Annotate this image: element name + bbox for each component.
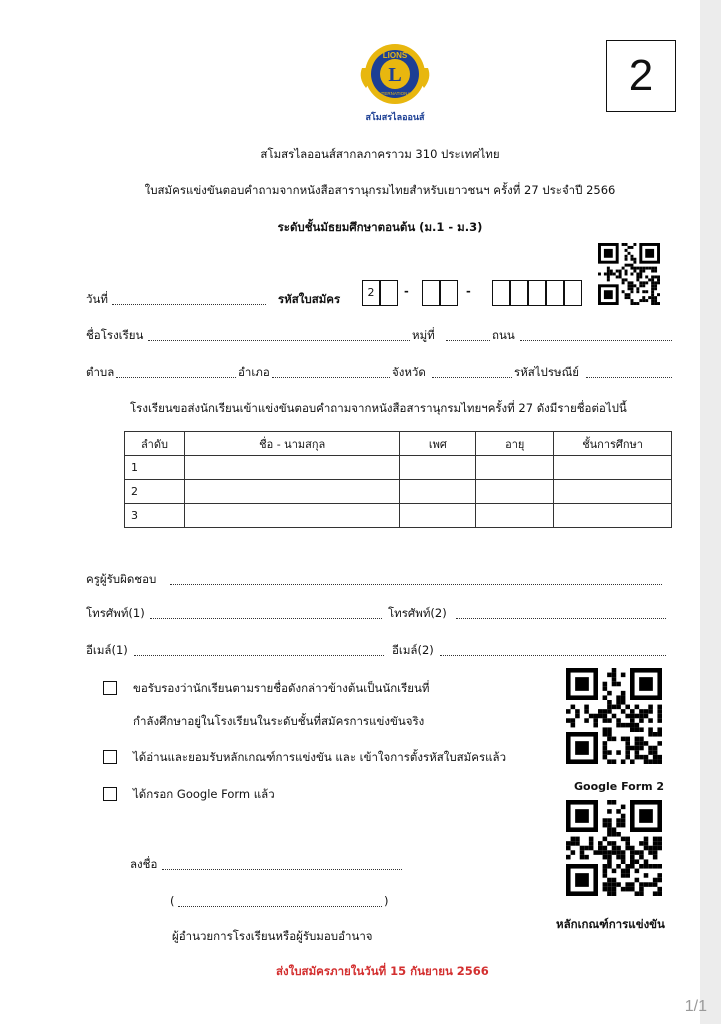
code-box-5[interactable] xyxy=(492,280,510,306)
age-cell[interactable] xyxy=(476,480,554,504)
row-number: 2 xyxy=(125,480,185,504)
accept-rules-text: ได้อ่านและยอมรับหลักเกณฑ์การแข่งขัน และ เข้าใจการตั้งรหัสใบสมัครแล้ว xyxy=(133,750,507,764)
row-number: 1 xyxy=(125,456,185,480)
code-box-4[interactable] xyxy=(440,280,458,306)
name-cell[interactable] xyxy=(184,504,400,528)
code-box-3[interactable] xyxy=(422,280,440,306)
page-count: 1/1 xyxy=(684,998,707,1015)
email2-label: อีเมล์(2) xyxy=(392,643,434,657)
logo-caption: สโมสรไลออนส์ xyxy=(365,113,425,123)
date-label: วันที่ xyxy=(86,292,108,306)
grade-cell[interactable] xyxy=(554,456,672,480)
qr-code-rules[interactable] xyxy=(566,800,662,896)
district-label: อำเภอ xyxy=(238,365,270,379)
table-row xyxy=(125,480,672,504)
code-dash-1: - xyxy=(404,284,409,298)
logo-top-text: LIONS xyxy=(382,51,408,60)
email2-field[interactable] xyxy=(440,655,666,656)
email1-field[interactable] xyxy=(134,655,384,656)
school-label: ชื่อโรงเรียน xyxy=(86,328,144,342)
certify-text-line2: กำลังศึกษาอยู่ในโรงเรียนในระดับชั้นที่สมัครการแข่งขันจริง xyxy=(133,714,425,728)
date-field[interactable] xyxy=(112,304,266,305)
village-label: หมู่ที่ xyxy=(412,328,435,342)
code-box-2[interactable] xyxy=(380,280,398,306)
certify-text-line1: ขอรับรองว่านักเรียนตามรายชื่อดังกล่าวข้างต้นเป็นนักเรียนที่ xyxy=(133,681,430,695)
paren-open: ( xyxy=(170,894,175,908)
name-cell[interactable] xyxy=(184,480,400,504)
code-box-8[interactable] xyxy=(546,280,564,306)
phone2-label: โทรศัพท์(2) xyxy=(388,606,447,620)
form-title: ใบสมัครแข่งขันตอบคำถามจากหนังสือสารานุกรมไทยสำหรับเยาวชนฯ ครั้งที่ 27 ประจำปี 2566 xyxy=(144,183,616,197)
signer-role: ผู้อำนวยการโรงเรียนหรือผู้รับมอบอำนาจ xyxy=(172,929,373,943)
certify-checkbox[interactable] xyxy=(103,681,117,695)
sign-field[interactable] xyxy=(162,869,402,870)
col-name: ชื่อ - นามสกุล xyxy=(184,432,400,456)
subdistrict-field[interactable] xyxy=(116,377,236,378)
code-dash-2: - xyxy=(466,284,471,298)
col-grade: ชั้นการศึกษา xyxy=(554,432,672,456)
google-form-text: ได้กรอก Google Form แล้ว xyxy=(133,787,275,801)
age-cell[interactable] xyxy=(476,456,554,480)
teacher-field[interactable] xyxy=(170,584,662,585)
province-field[interactable] xyxy=(432,377,512,378)
sex-cell[interactable] xyxy=(400,480,476,504)
qr-rules-caption: หลักเกณฑ์การแข่งขัน xyxy=(556,917,665,931)
name-cell[interactable] xyxy=(184,456,400,480)
province-label: จังหวัด xyxy=(392,365,426,379)
postcode-field[interactable] xyxy=(586,377,672,378)
lions-logo xyxy=(356,38,434,126)
qr-code-google-form[interactable] xyxy=(566,668,662,764)
accept-rules-checkbox[interactable] xyxy=(103,750,117,764)
deadline-text: ส่งใบสมัครภายในวันที่ 15 กันยายน 2566 xyxy=(276,964,489,978)
col-sex: เพศ xyxy=(400,432,476,456)
col-order: ลำดับ xyxy=(125,432,185,456)
table-header-row xyxy=(125,432,672,456)
phone2-field[interactable] xyxy=(456,618,666,619)
sex-cell[interactable] xyxy=(400,504,476,528)
org-name: สโมสรไลออนส์สากลภาคราวม 310 ประเทศไทย xyxy=(260,147,500,161)
school-field[interactable] xyxy=(148,340,410,341)
postcode-label: รหัสไปรษณีย์ xyxy=(514,365,580,379)
table-row xyxy=(125,456,672,480)
road-label: ถนน xyxy=(492,328,515,342)
code-box-6[interactable] xyxy=(510,280,528,306)
sign-label: ลงชื่อ xyxy=(130,857,158,871)
phone1-label: โทรศัพท์(1) xyxy=(86,606,145,620)
logo-letter: L xyxy=(388,64,402,86)
intro-text: โรงเรียนขอส่งนักเรียนเข้าแข่งขันตอบคำถามจากหนังสือสารานุกรมไทยฯครั้งที่ 27 ดังมีรายชื่อต่อไปนี้ xyxy=(130,401,627,415)
subdistrict-label: ตำบล xyxy=(86,365,115,379)
col-age: อายุ xyxy=(476,432,554,456)
printed-name-field[interactable] xyxy=(178,906,382,907)
row-number: 3 xyxy=(125,504,185,528)
grade-cell[interactable] xyxy=(554,480,672,504)
sex-cell[interactable] xyxy=(400,456,476,480)
student-table xyxy=(124,431,672,528)
level-title: ระดับชั้นมัธยมศึกษาตอนต้น (ม.1 - ม.3) xyxy=(277,220,483,234)
sheet-number: 2 xyxy=(606,40,676,112)
phone1-field[interactable] xyxy=(150,618,382,619)
qr-code-1 xyxy=(598,243,660,305)
code-label: รหัสใบสมัคร xyxy=(278,292,341,306)
road-field[interactable] xyxy=(520,340,672,341)
qr-google-form-caption: Google Form 2 xyxy=(574,780,665,793)
grade-cell[interactable] xyxy=(554,504,672,528)
email1-label: อีเมล์(1) xyxy=(86,643,128,657)
code-box-1[interactable]: 2 xyxy=(362,280,380,306)
code-box-7[interactable] xyxy=(528,280,546,306)
paren-close: ) xyxy=(384,894,389,908)
teacher-label: ครูผู้รับผิดชอบ xyxy=(86,572,157,586)
google-form-checkbox[interactable] xyxy=(103,787,117,801)
table-row xyxy=(125,504,672,528)
age-cell[interactable] xyxy=(476,504,554,528)
logo-bottom-text: INTERNATIONAL xyxy=(377,91,413,96)
district-field[interactable] xyxy=(272,377,390,378)
village-field[interactable] xyxy=(446,340,490,341)
code-box-9[interactable] xyxy=(564,280,582,306)
